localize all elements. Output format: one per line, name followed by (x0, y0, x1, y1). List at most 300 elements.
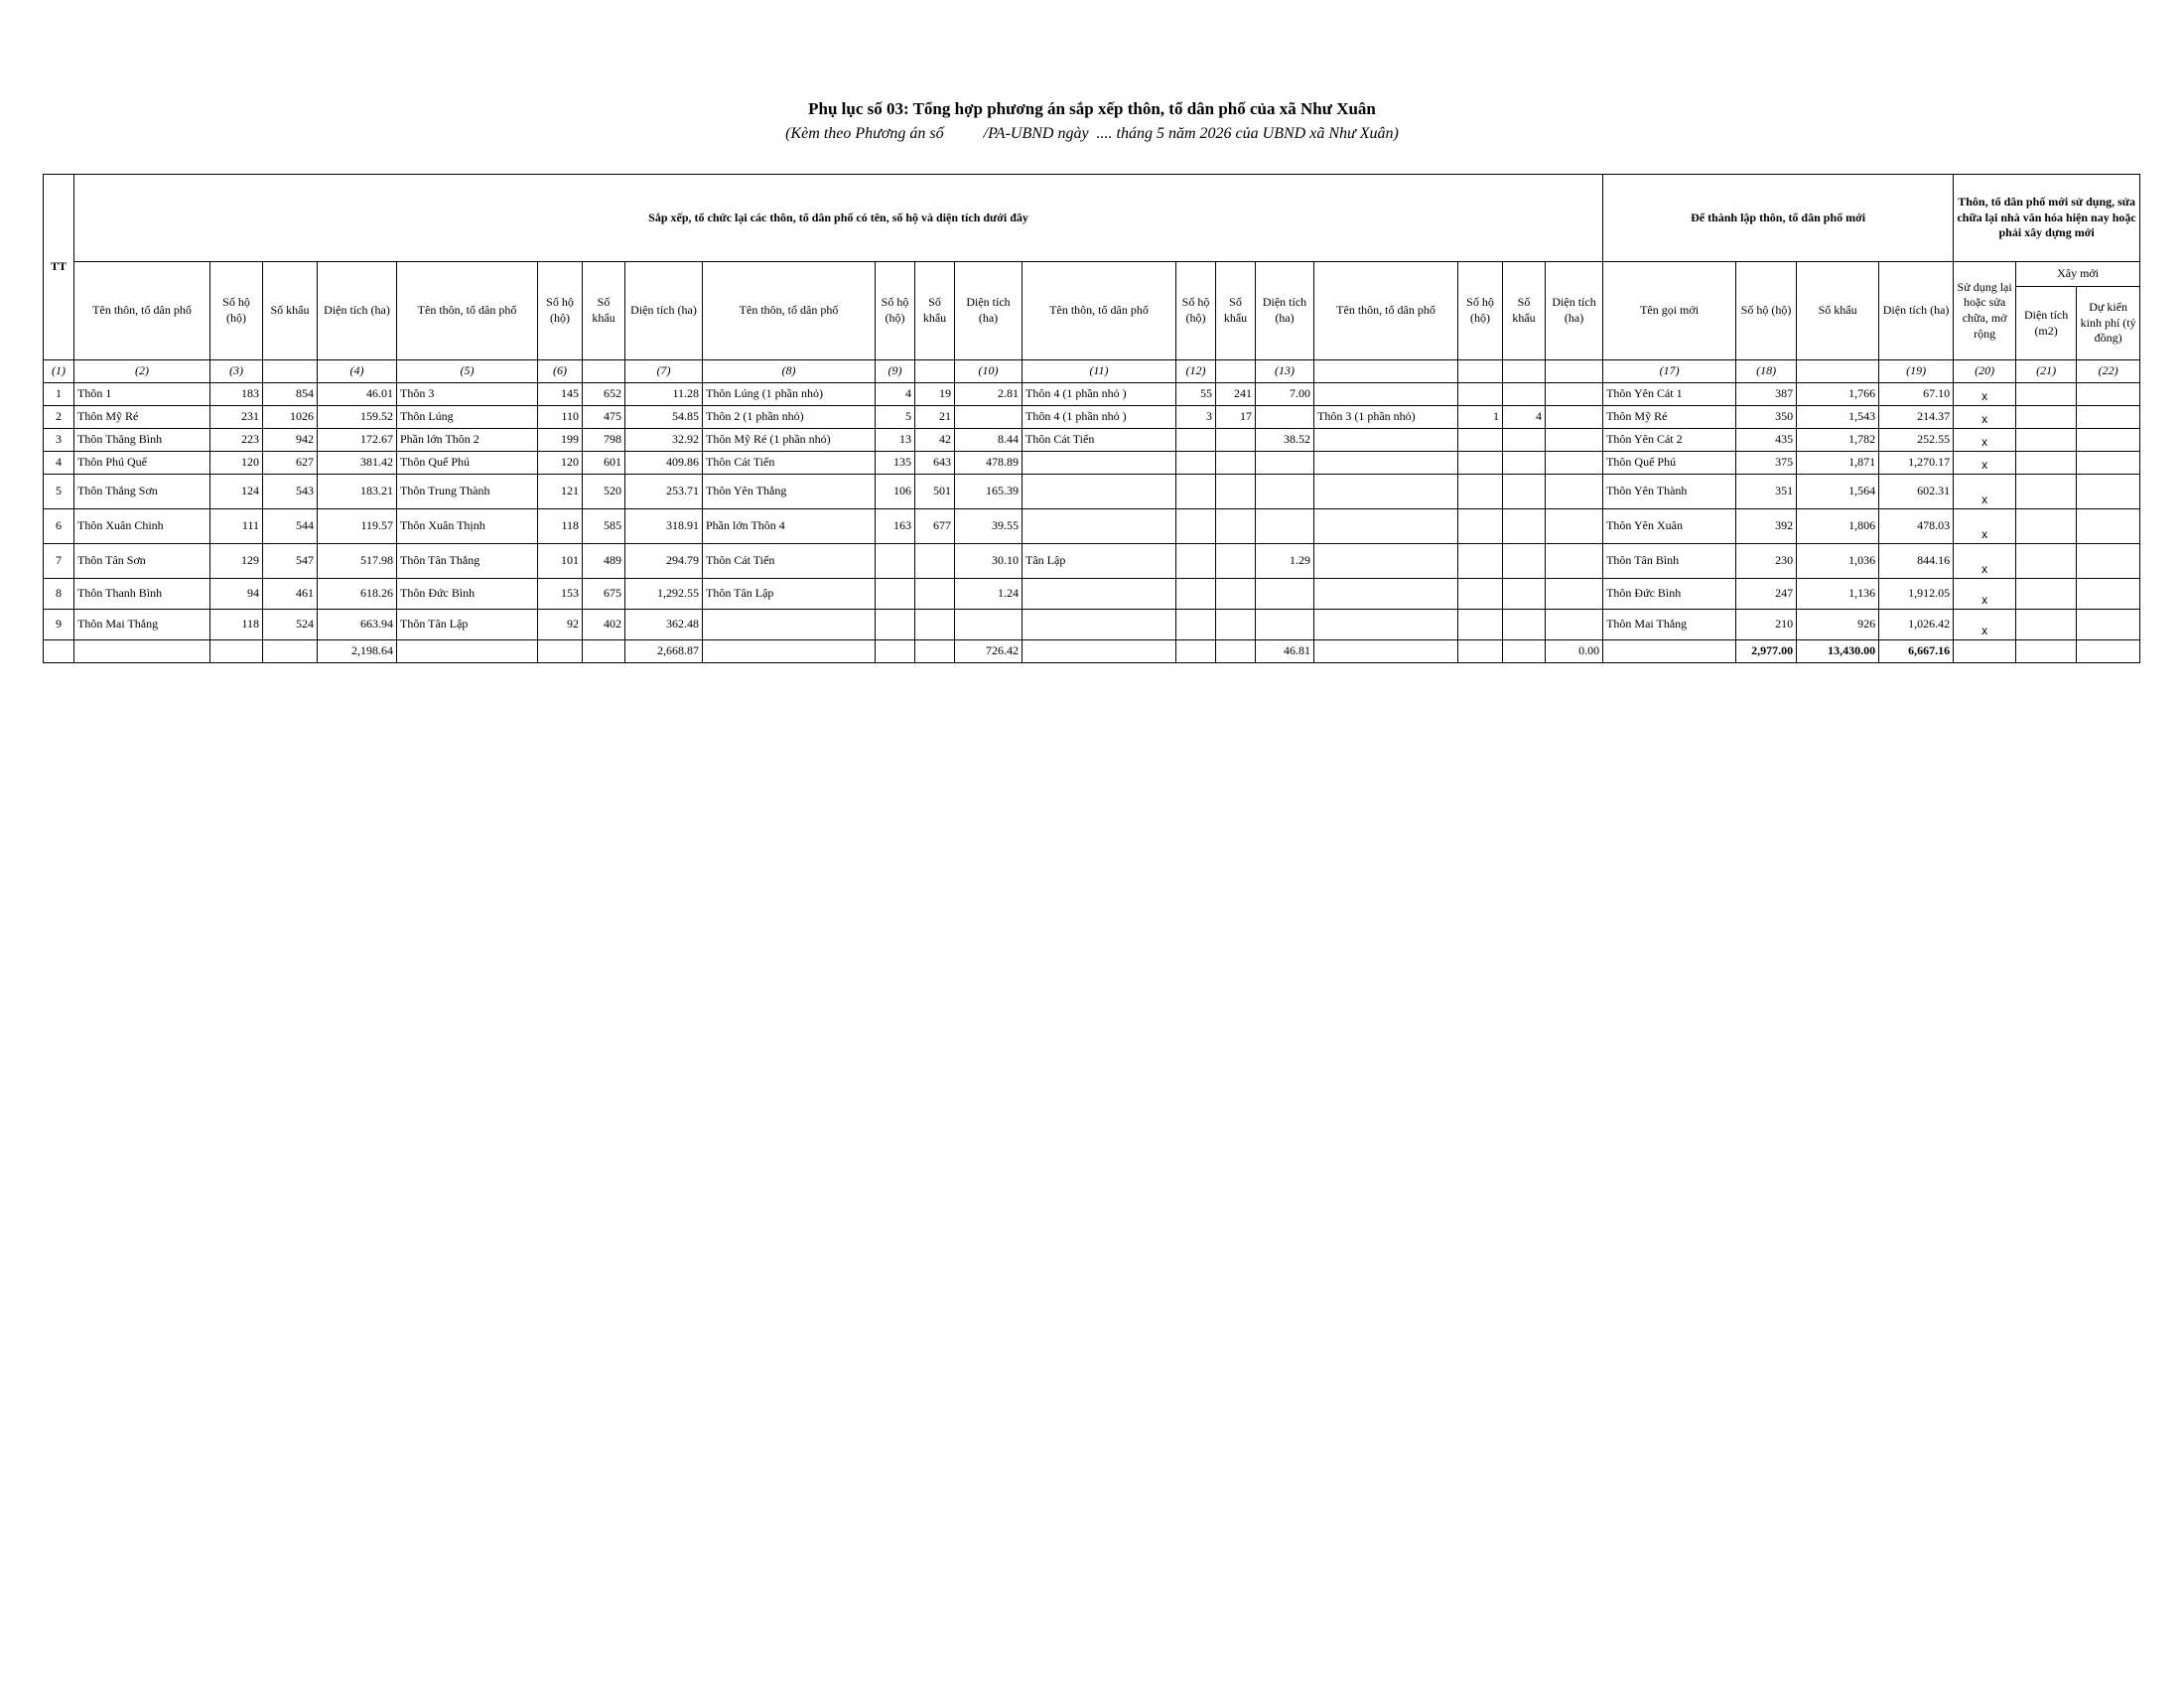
table-cell (1176, 429, 1216, 452)
table-cell (1176, 610, 1216, 640)
table-cell (1503, 544, 1546, 579)
table-cell: 475 (583, 406, 625, 429)
table-cell (1503, 579, 1546, 610)
table-cell: 38.52 (1256, 429, 1314, 452)
table-cell: 223 (210, 429, 263, 452)
column-number (1797, 360, 1879, 383)
table-cell: 111 (210, 509, 263, 544)
table-cell: Thôn Yên Thành (1603, 475, 1736, 509)
table-cell: 543 (263, 475, 318, 509)
table-cell (2016, 544, 2077, 579)
table-cell: 520 (583, 475, 625, 509)
table-cell: 241 (1216, 383, 1256, 406)
total-cell (703, 640, 876, 663)
table-cell: 46.01 (318, 383, 397, 406)
header-group-new: Để thành lập thôn, tổ dân phố mới (1603, 175, 1954, 262)
table-cell: 120 (538, 452, 583, 475)
table-cell (1458, 383, 1503, 406)
table-cell: 1,026.42 (1879, 610, 1954, 640)
table-cell: 1026 (263, 406, 318, 429)
header-tt: TT (44, 175, 74, 360)
total-cell (876, 640, 915, 663)
header-build-new: Xây mới (2016, 262, 2140, 287)
header-col: Số hộ (hộ) (210, 262, 263, 360)
table-cell: 39.55 (955, 509, 1023, 544)
table-cell: 294.79 (625, 544, 703, 579)
header-col: Diện tích (ha) (625, 262, 703, 360)
table-cell (1023, 509, 1176, 544)
header-col: Tên thôn, tổ dân phố (1314, 262, 1458, 360)
table-cell: 94 (210, 579, 263, 610)
table-cell: 4 (876, 383, 915, 406)
table-cell (1458, 579, 1503, 610)
use-existing-mark: x (1954, 610, 2016, 640)
table-cell: 101 (538, 544, 583, 579)
table-cell: 652 (583, 383, 625, 406)
table-cell (1256, 509, 1314, 544)
table-cell: 478.03 (1879, 509, 1954, 544)
column-number (1458, 360, 1503, 383)
total-cell (538, 640, 583, 663)
table-cell: 435 (1736, 429, 1797, 452)
table-cell (2016, 475, 2077, 509)
table-cell (1546, 475, 1603, 509)
table-cell: 163 (876, 509, 915, 544)
table-cell: 942 (263, 429, 318, 452)
table-cell: 8.44 (955, 429, 1023, 452)
table-cell: 118 (538, 509, 583, 544)
table-cell: Thôn Quế Phú (1603, 452, 1736, 475)
table-row (44, 544, 2140, 579)
total-cell: 2,977.00 (1736, 640, 1797, 663)
header-col: Số khẩu (1503, 262, 1546, 360)
total-cell (397, 640, 538, 663)
table-cell: Thôn Mỹ Ré (74, 406, 210, 429)
page-subtitle: (Kèm theo Phương án số /PA-UBND ngày .... tháng 5 năm 2026 của UBND xã Như Xuân) (785, 125, 1399, 142)
total-cell (74, 640, 210, 663)
column-number: (6) (538, 360, 583, 383)
column-number: (12) (1176, 360, 1216, 383)
column-number (1216, 360, 1256, 383)
column-number: (5) (397, 360, 538, 383)
table-cell (1023, 579, 1176, 610)
total-cell: 46.81 (1256, 640, 1314, 663)
table-cell: Thôn 3 (1 phần nhỏ) (1314, 406, 1458, 429)
table-cell (1176, 509, 1216, 544)
row-index: 6 (44, 509, 74, 544)
table-cell: 129 (210, 544, 263, 579)
table-cell: Thôn Tân Sơn (74, 544, 210, 579)
table-cell: Thôn Yên Cát 1 (1603, 383, 1736, 406)
table-cell: 106 (876, 475, 915, 509)
table-cell (1023, 610, 1176, 640)
table-cell (1023, 475, 1176, 509)
table-cell: Thôn Cát Tiến (703, 452, 876, 475)
table-cell: Phần lớn Thôn 4 (703, 509, 876, 544)
table-cell (1503, 429, 1546, 452)
table-cell (1314, 509, 1458, 544)
table-cell (1458, 452, 1503, 475)
table-cell (1503, 475, 1546, 509)
table-cell: Thôn Thanh Bình (74, 579, 210, 610)
table-cell: 21 (915, 406, 955, 429)
table-cell: Thôn Thắng Sơn (74, 475, 210, 509)
table-cell: 159.52 (318, 406, 397, 429)
table-cell: 145 (538, 383, 583, 406)
table-cell (2016, 610, 2077, 640)
table-cell: Thôn Mai Thắng (74, 610, 210, 640)
table-cell (915, 610, 955, 640)
table-cell: Thôn Cát Tiến (1023, 429, 1176, 452)
header-col: Số hộ (hộ) (876, 262, 915, 360)
header-col: Diện tích (ha) (1879, 262, 1954, 360)
table-cell (1458, 610, 1503, 640)
header-col: Dự kiến kinh phí (tỷ đồng) (2077, 287, 2140, 360)
table-cell (1176, 475, 1216, 509)
table-cell: 517.98 (318, 544, 397, 579)
table-cell: Thôn Lúng (397, 406, 538, 429)
table-cell (1546, 509, 1603, 544)
total-cell (44, 640, 74, 663)
table-cell (2016, 509, 2077, 544)
table-cell: 627 (263, 452, 318, 475)
table-cell (1314, 429, 1458, 452)
table-cell: Thôn Yên Xuân (1603, 509, 1736, 544)
column-number (1503, 360, 1546, 383)
table-cell: Thôn Xuân Chinh (74, 509, 210, 544)
header-col: Số khẩu (263, 262, 318, 360)
table-cell (1503, 383, 1546, 406)
table-cell: 17 (1216, 406, 1256, 429)
table-cell: 214.37 (1879, 406, 1954, 429)
table-cell: 183 (210, 383, 263, 406)
table-cell: Thôn 1 (74, 383, 210, 406)
table-cell (1216, 429, 1256, 452)
table-cell: 677 (915, 509, 955, 544)
use-existing-mark: x (1954, 579, 2016, 610)
total-cell (1458, 640, 1503, 663)
table-cell (2077, 406, 2140, 429)
row-index: 4 (44, 452, 74, 475)
table-cell: 1.24 (955, 579, 1023, 610)
column-number: (22) (2077, 360, 2140, 383)
table-cell: Thôn 4 (1 phần nhỏ ) (1023, 406, 1176, 429)
total-cell (1023, 640, 1176, 663)
table-cell: 1,136 (1797, 579, 1879, 610)
table-cell (1314, 544, 1458, 579)
table-cell: 544 (263, 509, 318, 544)
table-cell (1458, 544, 1503, 579)
total-cell (583, 640, 625, 663)
column-number: (10) (955, 360, 1023, 383)
table-cell: 618.26 (318, 579, 397, 610)
table-cell (1314, 475, 1458, 509)
table-cell (1503, 452, 1546, 475)
table-cell: 54.85 (625, 406, 703, 429)
table-cell (1023, 452, 1176, 475)
table-cell (2077, 610, 2140, 640)
table-cell: 351 (1736, 475, 1797, 509)
table-cell: 318.91 (625, 509, 703, 544)
table-cell: 4 (1503, 406, 1546, 429)
table-cell: 11.28 (625, 383, 703, 406)
table-cell: Thôn Mai Thắng (1603, 610, 1736, 640)
table-cell (1503, 610, 1546, 640)
row-index: 7 (44, 544, 74, 579)
table-cell: 252.55 (1879, 429, 1954, 452)
table-cell: 165.39 (955, 475, 1023, 509)
table-cell: Thôn Tân Lập (397, 610, 538, 640)
table-cell: 501 (915, 475, 955, 509)
table-cell: 926 (1797, 610, 1879, 640)
total-cell (915, 640, 955, 663)
table-cell: Thôn Đức Bình (1603, 579, 1736, 610)
table-cell: Thôn Quế Phú (397, 452, 538, 475)
table-cell: 67.10 (1879, 383, 1954, 406)
table-cell (1458, 429, 1503, 452)
table-cell: 1,912.05 (1879, 579, 1954, 610)
header-col: Diện tích (m2) (2016, 287, 2077, 360)
table-cell: 92 (538, 610, 583, 640)
column-number: (20) (1954, 360, 2016, 383)
table-cell (915, 544, 955, 579)
table-cell: 547 (263, 544, 318, 579)
column-number (1546, 360, 1603, 383)
table-cell (2077, 544, 2140, 579)
column-number: (2) (74, 360, 210, 383)
column-number: (4) (318, 360, 397, 383)
table-cell (1256, 452, 1314, 475)
table-cell (2016, 579, 2077, 610)
table-cell (1256, 610, 1314, 640)
table-cell (915, 579, 955, 610)
table-row (44, 579, 2140, 610)
table-cell: 121 (538, 475, 583, 509)
table-cell: 30.10 (955, 544, 1023, 579)
table-row (44, 429, 2140, 452)
column-number: (1) (44, 360, 74, 383)
table-cell: 375 (1736, 452, 1797, 475)
total-cell: 6,667.16 (1879, 640, 1954, 663)
table-cell (1546, 406, 1603, 429)
table-cell: 1,292.55 (625, 579, 703, 610)
table-cell: Thôn Lúng (1 phần nhỏ) (703, 383, 876, 406)
total-cell (210, 640, 263, 663)
use-existing-mark: x (1954, 544, 2016, 579)
table-cell (1216, 544, 1256, 579)
table-row (44, 383, 2140, 406)
column-number (263, 360, 318, 383)
table-row (44, 406, 2140, 429)
table-cell: 1.29 (1256, 544, 1314, 579)
table-cell (1314, 579, 1458, 610)
table-cell: 3 (1176, 406, 1216, 429)
header-col: Số hộ (hộ) (1176, 262, 1216, 360)
use-existing-mark: x (1954, 452, 2016, 475)
column-number: (13) (1256, 360, 1314, 383)
table-cell: 478.89 (955, 452, 1023, 475)
table-cell (2077, 452, 2140, 475)
table-cell (876, 610, 915, 640)
table-cell (1546, 579, 1603, 610)
column-number: (9) (876, 360, 915, 383)
table-cell (1458, 475, 1503, 509)
total-cell (1314, 640, 1458, 663)
use-existing-mark: x (1954, 509, 2016, 544)
row-index: 2 (44, 406, 74, 429)
table-cell: Thôn Tân Thắng (397, 544, 538, 579)
table-cell: 602.31 (1879, 475, 1954, 509)
table-cell: 253.71 (625, 475, 703, 509)
column-number (1314, 360, 1458, 383)
table-cell (1314, 383, 1458, 406)
column-number: (3) (210, 360, 263, 383)
table-cell: Phần lớn Thôn 2 (397, 429, 538, 452)
table-cell: Thôn Mỹ Ré (1 phần nhỏ) (703, 429, 876, 452)
table-cell: 210 (1736, 610, 1797, 640)
table-cell: 183.21 (318, 475, 397, 509)
header-col: Số khẩu (1216, 262, 1256, 360)
table-cell: 153 (538, 579, 583, 610)
table-cell: 489 (583, 544, 625, 579)
table-cell (2016, 429, 2077, 452)
total-cell (263, 640, 318, 663)
table-cell: Thôn Yên Cát 2 (1603, 429, 1736, 452)
table-cell (2016, 406, 2077, 429)
table-cell: 524 (263, 610, 318, 640)
header-col: Diện tích (ha) (1256, 262, 1314, 360)
table-cell (1546, 610, 1603, 640)
table-row (44, 475, 2140, 509)
total-cell (1503, 640, 1546, 663)
column-number: (19) (1879, 360, 1954, 383)
table-cell: 663.94 (318, 610, 397, 640)
table-row (44, 610, 2140, 640)
total-cell: 2,198.64 (318, 640, 397, 663)
table-cell: 643 (915, 452, 955, 475)
table-cell: 32.92 (625, 429, 703, 452)
table-cell: 844.16 (1879, 544, 1954, 579)
header-col: Số hộ (hộ) (1458, 262, 1503, 360)
total-cell (1216, 640, 1256, 663)
table-cell: 199 (538, 429, 583, 452)
row-index: 9 (44, 610, 74, 640)
table-cell: 854 (263, 383, 318, 406)
column-number: (21) (2016, 360, 2077, 383)
table-cell (2016, 452, 2077, 475)
header-group-arrange: Sắp xếp, tổ chức lại các thôn, tổ dân phố có tên, số hộ và diện tích dưới đây (74, 175, 1603, 262)
table-cell: 362.48 (625, 610, 703, 640)
table-cell (1216, 509, 1256, 544)
table-cell: Thôn Phú Quế (74, 452, 210, 475)
table-cell: 230 (1736, 544, 1797, 579)
use-existing-mark: x (1954, 475, 2016, 509)
table-cell (1176, 579, 1216, 610)
table-cell: 1 (1458, 406, 1503, 429)
table-cell (955, 406, 1023, 429)
table-cell (2077, 429, 2140, 452)
table-cell (1256, 579, 1314, 610)
table-cell: 172.67 (318, 429, 397, 452)
table-cell (1176, 544, 1216, 579)
column-number: (17) (1603, 360, 1736, 383)
total-cell: 2,668.87 (625, 640, 703, 663)
header-col: Số khẩu (915, 262, 955, 360)
table-cell: Thôn Tân Bình (1603, 544, 1736, 579)
table-cell: 7.00 (1256, 383, 1314, 406)
arrangement-table (43, 174, 2140, 663)
table-cell (1314, 610, 1458, 640)
header-col: Số khẩu (1797, 262, 1879, 360)
header-col: Số hộ (hộ) (1736, 262, 1797, 360)
table-cell: Thôn Xuân Thịnh (397, 509, 538, 544)
table-cell: 110 (538, 406, 583, 429)
table-cell: Thôn Yên Thắng (703, 475, 876, 509)
table-cell (876, 544, 915, 579)
table-cell: 120 (210, 452, 263, 475)
row-index: 8 (44, 579, 74, 610)
table-cell: Thôn Mỹ Ré (1603, 406, 1736, 429)
table-cell: Thôn Đức Bình (397, 579, 538, 610)
table-cell: 350 (1736, 406, 1797, 429)
table-row (44, 509, 2140, 544)
table-cell: 1,871 (1797, 452, 1879, 475)
table-row (44, 452, 2140, 475)
column-number: (7) (625, 360, 703, 383)
table-cell (1216, 452, 1256, 475)
table-cell: 601 (583, 452, 625, 475)
table-cell (703, 610, 876, 640)
header-col: Tên thôn, tổ dân phố (703, 262, 876, 360)
table-cell: Thôn 2 (1 phần nhỏ) (703, 406, 876, 429)
table-cell (1216, 475, 1256, 509)
table-cell: 1,806 (1797, 509, 1879, 544)
total-cell (1603, 640, 1736, 663)
table-cell (1546, 452, 1603, 475)
table-cell: 231 (210, 406, 263, 429)
table-cell: 119.57 (318, 509, 397, 544)
header-col: Diện tích (ha) (955, 262, 1023, 360)
table-cell: 55 (1176, 383, 1216, 406)
table-cell (2077, 475, 2140, 509)
total-cell (1954, 640, 2016, 663)
table-cell: 381.42 (318, 452, 397, 475)
table-cell: 2.81 (955, 383, 1023, 406)
table-cell (1546, 544, 1603, 579)
header-group-house: Thôn, tổ dân phố mới sử dụng, sửa chữa lại nhà văn hóa hiện nay hoặc phải xây dựng mới (1954, 175, 2140, 262)
table-cell: Thôn Trung Thành (397, 475, 538, 509)
table-cell: 19 (915, 383, 955, 406)
total-cell: 13,430.00 (1797, 640, 1879, 663)
total-cell: 726.42 (955, 640, 1023, 663)
table-cell: 1,766 (1797, 383, 1879, 406)
table-cell (1314, 452, 1458, 475)
table-cell: 135 (876, 452, 915, 475)
table-cell (1503, 509, 1546, 544)
page-title: Phụ lục số 03: Tổng hợp phương án sắp xếp thôn, tổ dân phố của xã Như Xuân (808, 99, 1376, 118)
table-cell: 42 (915, 429, 955, 452)
column-number: (18) (1736, 360, 1797, 383)
table-cell: 392 (1736, 509, 1797, 544)
header-col: Tên thôn, tổ dân phố (74, 262, 210, 360)
table-cell: 1,270.17 (1879, 452, 1954, 475)
table-cell: Thôn Cát Tiến (703, 544, 876, 579)
use-existing-mark: x (1954, 383, 2016, 406)
table-cell (1256, 475, 1314, 509)
header-col: Số hộ (hộ) (538, 262, 583, 360)
table-cell: 1,782 (1797, 429, 1879, 452)
table-cell (876, 579, 915, 610)
